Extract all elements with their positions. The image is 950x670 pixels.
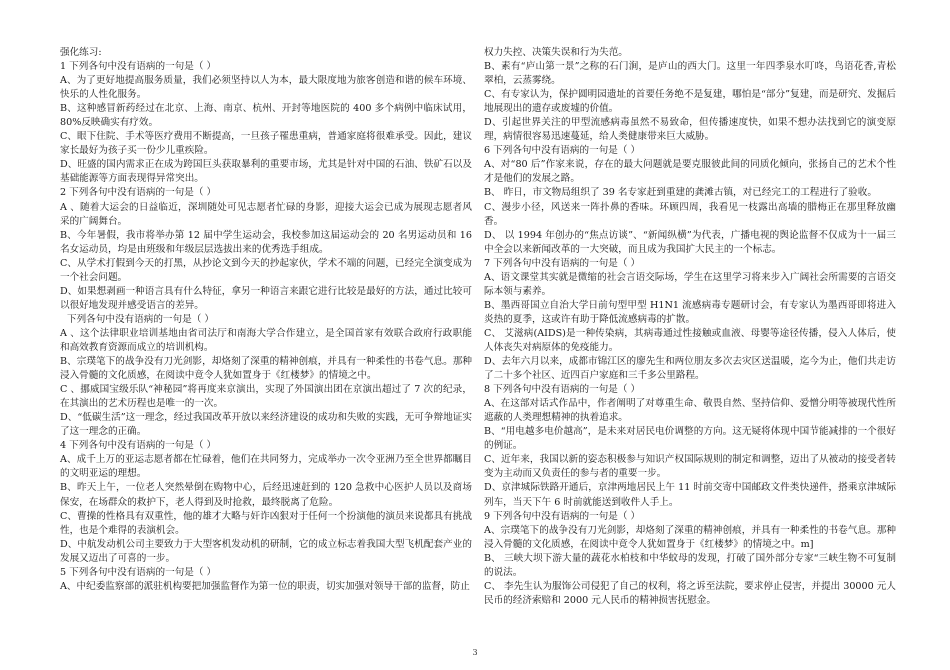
option-text: 权力失控、决策失误和行为失范。 [484,47,628,58]
option-text: D、中航发动机公司主要致力于大型客机发动机的研制，它的成立标志着我国大型飞机配套产业的发展又迈出了可喜的一步。 [60,538,472,564]
option-text: D、如果想剥画一种语言具有什么特征，拿另一种语言来跟它进行比较是最好的方法，通过比较可以很好地发现并感受语言的差异。 [60,285,472,311]
option-text: B、这种感冒新药经过在北京、上海、南京、杭州、开封等地医院的 400 多个病例中临床试用，80%反映确实有疗效。 [60,103,472,129]
option-text: A 、这个法律职业培训基地由省司法厅和南海大学合作建立，是全国首家有效联合政府行政职能和高效教育资源而成立的培训机构。 [60,327,472,353]
question-stem: 下列各句中没有语病的一句是（ ） [67,313,214,325]
option-text: A、为了更好地提高服务质量，我们必须坚持以人为本，最大限度地为旅客创造和谐的候车环境、快乐的人性化服务。 [60,75,472,101]
option-text: C、曹操的性格具有双重性，他的雄才大略与奸诈凶狠对于任何一个扮演他的演员来说都具有挑战性，也是个难得的表演机会。 [60,510,472,536]
right-column [484,46,896,608]
option-text: D、去年六月以来，成都市锦江区的廖先生和两位朋友多次去灾区送温暖，迄今为止，他们共走访了二十多个社区、近四百户家庭和三千多公里路程。 [484,356,896,382]
question-stem: 2 下列各句中没有语病的一句是（ ） [60,187,217,199]
option-text: A、在这部对话式作品中，作者阐明了对尊重生命、敬畏自然、坚持信仰、爱憎分明等被现代性所遮蔽的人类理想精神的执着追求。 [484,398,896,424]
option-text: D、引起世界关注的甲型流感病毒虽然不易致命，但传播速度快，如果不想办法找到它的演变原理，病情很容易迅速蔓延，给人类健康带来巨大威胁。 [484,117,896,143]
option-text: A、对“80 后”作家来说，存在的最大问题就是要克服彼此间的同质化倾向，张扬自己的艺术个性才是他们的发展之路。 [484,159,896,185]
option-text: B、今年暑假，我市将举办第 12 届中学生运动会，我校参加这届运动会的 20 名男运动员和 16 名女运动员，均是由班级和年级层层选拔出来的优秀选手组成。 [60,229,472,255]
question-stem: 6 下列各句中没有语病的一句是（ ） [484,145,641,157]
option-text: D、 以 1994 年创办的“焦点访谈”、“新闻纵横”为代表，广播电视的舆论监督不仅成为十一届三中全会以来新闻改革的一大突破，而且成为我国扩大民主的一个标志。 [484,229,896,255]
option-text: B、 三峡大坝下游大量的蔬花水柏枝和中华蚊母的发现，打破了国外部分专家“三峡生物不可复制的说法。 [484,552,896,578]
option-text: C、 艾滋病(AIDS)是一种传染病，其病毒通过性接触或血液、母婴等途径传播，侵入人体后，使人体丧失对病原体的免疫能力。 [484,327,896,353]
section-heading: 强化练习: [60,47,102,58]
option-text: C、漫步小径，风送来一阵扑鼻的香味。环顾四周，我看见一枝露出高墙的腊梅正在那里释放幽香。 [484,201,896,227]
option-text: A、中纪委监察部的派驻机构要把加强监督作为第一位的职责，切实加强对领导干部的监督，防止 [60,580,470,592]
option-text: B、 昨日，市文物局组织了 39 名专家赶到重建的龚滩古镇，对已经完工的工程进行了验收。 [484,187,877,199]
option-text: B、素有“庐山第一景”之称的石门涧，是庐山的西大门。这里一年四季泉水叮咚，鸟语花香,青松翠柏，云蒸雾绕。 [484,61,896,87]
option-text: A、成千上万的亚运志愿者都在忙碌着，他们在共同努力，完成举办一次令亚洲乃至全世界都瞩目的文明亚运的理想。 [60,454,472,480]
option-text: D、旺盛的国内需求正在成为跨国巨头获取暴利的重要市场，尤其是针对中国的石油、铁矿石以及基础能源等方面表现得异常突出。 [60,159,472,185]
left-column [60,46,472,594]
option-text: C、 李先生认为服饰公司侵犯了自己的权利，将之诉至法院，要求停止侵害，并提出 30000 元人民币的经济索赔和 2000 元人民币的精神损害抚慰金。 [484,580,896,606]
option-text: B、墨西哥国立自治大学日前句型甲型 H1N1 流感病毒专题研讨会，有专家认为墨西哥即将进入炎热的夏季，这或许有助于降低流感病毒的扩散。 [484,299,896,325]
question-stem: 8 下列各句中没有语病的一句是（ ） [484,384,641,396]
option-text: C、眼下住院、手术等医疗费用不断提高，一旦孩子罹患重病，普通家庭将很难承受。因此，建议家长最好为孩子买一份少儿重疾险。 [60,131,472,157]
question-stem: 4 下列各句中没有语病的一句是（ ） [60,440,217,452]
page-number: 3 [472,648,478,657]
option-text: B、“用电越多电价越高”，是未来对居民电价调整的方向。这无疑将体现中国节能减排的一个很好的例证。 [484,426,896,452]
option-text: C、近年来，我国以新的姿态积极参与知识产权国际规则的制定和调整，迈出了从被动的接受者转变为主动而又负责任的参与者的重要一步。 [484,454,896,480]
option-text: C 、挪威国宝级乐队“神秘园”将再度来京演出，实现了外国演出团在京演出超过了 7 次的纪录，在其演出的艺术历程也是唯一的一次。 [60,384,472,410]
option-text: B、宗璞笔下的战争没有刀光剑影，却烙刻了深重的精神创痕，并具有一种柔性的书卷气息。那种浸入骨髓的文化质感，在阅读中竟令人犹如置身于《红楼梦》的情境之中。 [60,356,472,382]
option-text: D、京津城际铁路开通后，京津两地居民上午 11 时前交寄中国邮政文件类快递件，搭乘京津城际列车，当天下午 6 时前就能送到收件人手上。 [484,482,896,508]
question-stem: 5 下列各句中没有语病的一句是（ ） [60,566,217,578]
option-text: A、宗璞笔下的战争没有刀光剑影，却烙刻了深重的精神创痕，并具有一种柔性的书卷气息。那种浸入骨髓的文化质感，在阅读中竟令人犹如置身于《红楼梦》的情境之中。m] [484,524,896,550]
option-text: C、从学术打假到今天的打黑，从抄论文到今天的抄起家伙，学术不端的问题，已经完全演变成为一个社会问题。 [60,257,472,283]
option-text: A、语文课堂其实就是微缩的社会言语交际场，学生在这里学习将来步入广阔社会所需要的言语交际本领与素养。 [484,271,896,297]
question-stem: 9 下列各句中没有语病的一句是（ ） [484,510,641,522]
question-stem: 7 下列各句中没有语病的一句是（ ） [484,257,641,269]
option-text: D、“低碳生活”这一理念，经过我国改革开放以来经济建设的成功和失败的实践，无可争辩地证实了这一理念的正确。 [60,412,472,438]
question-stem: 1 下列各句中没有语病的一句是（ ） [60,61,217,73]
option-text: A 、随着大运会的日益临近，深圳随处可见志愿者忙碌的身影，迎接大运会已成为展现志愿者风采的广阔舞台。 [60,201,472,227]
option-text: C、有专家认为，保护圆明园遗址的首要任务绝不是复建，哪怕是“部分”复建，而是研究、发掘后地展现出的遗存或废墟的价值。 [484,89,896,115]
option-text: B、昨天上午，一位老人突然晕倒在购物中心，后经迅速赶到的 120 急救中心医护人员以及商场保安，在场群众的救护下，老人得到及时抢救，最终脱离了危险。 [60,482,472,508]
